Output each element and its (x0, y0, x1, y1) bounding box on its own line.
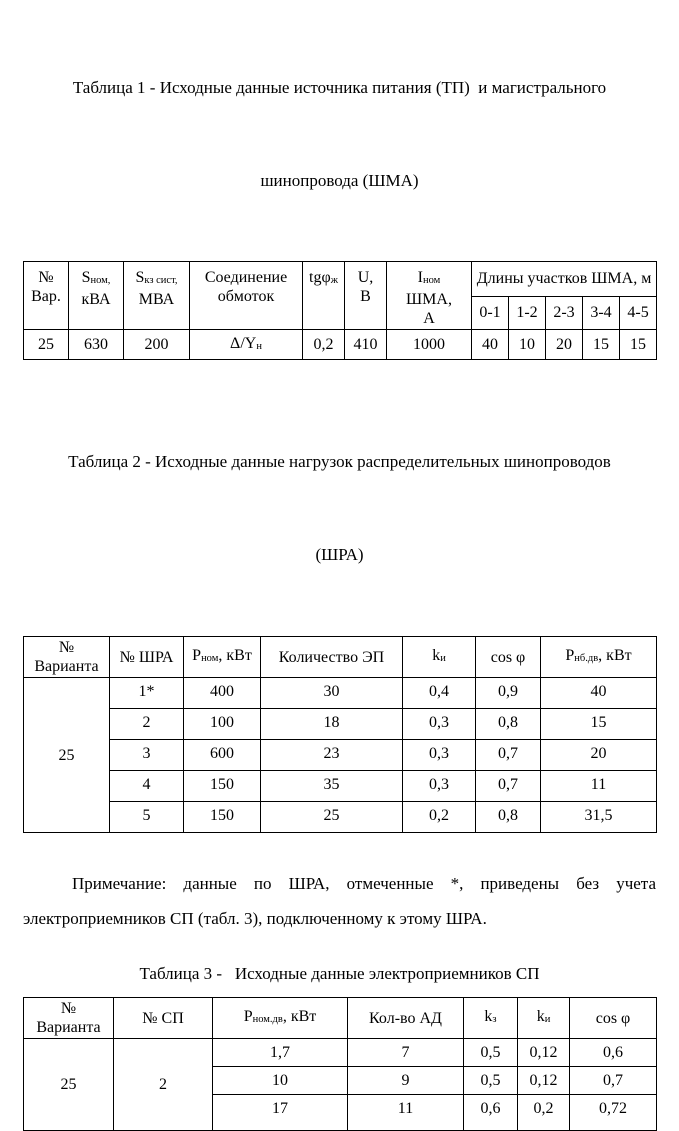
ki3-base: k (536, 1008, 545, 1025)
pnomdv-subscript: ном.дв (252, 1014, 283, 1025)
table2-title-line1: Таблица 2 - Исходные данные нагрузок распределительных шинопроводов (68, 452, 611, 471)
skz-subscript: кз сист, (144, 275, 178, 286)
table2-cell: 5 (110, 802, 184, 833)
table1-header-section-4-5: 4-5 (620, 296, 657, 329)
table2-header-ki (403, 637, 476, 678)
table1-header-voltage-line1: U, (357, 269, 374, 286)
table1-title-line2: шинопровода (ШМА) (260, 171, 419, 190)
table1 (23, 261, 657, 360)
table2-cell: 25 (261, 802, 403, 833)
table2-cell: 150 (184, 802, 261, 833)
winding-base: Δ/Y (230, 334, 257, 352)
table2-title-line2: (ШРА) (315, 545, 364, 564)
inom-base: I (417, 269, 423, 286)
ki-subscript: и (440, 653, 446, 664)
table2-header-qty: Количество ЭП (261, 637, 403, 678)
table1-cell-skz: 200 (124, 330, 190, 360)
table2-cell: 0,3 (403, 771, 476, 802)
table2-cell: 0,9 (476, 678, 541, 709)
kz-subscript: з (492, 1014, 497, 1025)
table2-cell: 150 (184, 771, 261, 802)
tg-subscript: ж (330, 275, 338, 286)
table1-cell-length-4-5: 15 (620, 330, 657, 360)
note-paragraph (23, 866, 656, 936)
table3-header-sp: № СП (114, 998, 213, 1039)
table1-header-variant-line1: № (38, 269, 54, 286)
table3-header-pnomdv (213, 998, 348, 1039)
table1-header-inom-line2: ШМА, (406, 291, 452, 308)
document-page (0, 10, 679, 1131)
table3-header-variant (24, 998, 114, 1039)
table1-cell-winding (190, 330, 303, 360)
table1-header-winding (190, 262, 303, 330)
table2-cell: 600 (184, 740, 261, 771)
table3-cell: 1,7 (213, 1039, 348, 1067)
table2-cell: 400 (184, 678, 261, 709)
table3-cell-variant: 25 (24, 1039, 114, 1131)
table3-header-ki (518, 998, 570, 1039)
table1-header-winding-line2: обмоток (217, 288, 275, 305)
table2-cell-variant: 25 (24, 678, 110, 833)
table3-cell: 7 (348, 1039, 464, 1067)
table2-header-variant (24, 637, 110, 678)
table1-cell-length-0-1: 40 (472, 330, 509, 360)
ki3-subscript: и (544, 1014, 551, 1025)
table3-cell: 0,2 (518, 1095, 570, 1131)
table3-cell: 0,12 (518, 1067, 570, 1095)
table3-header-kz (464, 998, 518, 1039)
table2-cell: 3 (110, 740, 184, 771)
table1-title-line1: Таблица 1 - Исходные данные источника питания (ТП) и магистрального (72, 78, 607, 97)
table1-header-inom-line1 (389, 268, 469, 290)
table1-header-inom (387, 262, 472, 330)
table3-cell: 0,6 (464, 1095, 518, 1131)
table3-cell: 0,12 (518, 1039, 570, 1067)
table2-cell: 100 (184, 709, 261, 740)
table1-header-section-3-4: 3-4 (583, 296, 620, 329)
table3-cell: 0,7 (570, 1067, 657, 1095)
table1-header-inom-line3: А (423, 310, 435, 327)
note-line2: электроприемников СП (табл. 3), подключенному к этому ШРА. (23, 909, 487, 928)
table1-cell-voltage: 410 (345, 330, 387, 360)
table3 (23, 997, 657, 1131)
table3-cell: 0,5 (464, 1067, 518, 1095)
table2-cell: 2 (110, 709, 184, 740)
table1-cell-tg: 0,2 (303, 330, 345, 360)
table3-cell: 0,5 (464, 1039, 518, 1067)
note-line1: Примечание: данные по ШРА, отмеченные *, приведены без учета (72, 874, 656, 893)
table2-cell: 0,2 (403, 802, 476, 833)
table1-header-voltage-line2: В (360, 288, 371, 305)
table2-cell: 0,3 (403, 740, 476, 771)
table1-header-skz-line2: МВА (138, 291, 175, 308)
table3-cell: 10 (213, 1067, 348, 1095)
table3-header-variant-line2: Варианта (36, 1019, 101, 1036)
table1-header-lengths-group: Длины участков ШМА, м (472, 262, 657, 297)
table2-cell: 0,7 (476, 740, 541, 771)
table1-header-variant-line2: Вар. (31, 288, 61, 305)
table2-cell: 1* (110, 678, 184, 709)
inom-subscript: ном (423, 275, 441, 286)
table2-cell: 0,3 (403, 709, 476, 740)
table1-header-section-1-2: 1-2 (509, 296, 546, 329)
winding-subscript: н (256, 340, 262, 352)
pnomdv-base: P (243, 1008, 253, 1025)
table3-header-cos: cos φ (570, 998, 657, 1039)
table2-cell: 40 (541, 678, 657, 709)
table2-header-cos: cos φ (476, 637, 541, 678)
table1-header-snom (69, 262, 124, 330)
snom-base: S (81, 269, 91, 286)
table2-cell: 18 (261, 709, 403, 740)
skz-base: S (135, 269, 145, 286)
table1-header-section-0-1: 0-1 (472, 296, 509, 329)
table2-cell: 31,5 (541, 802, 657, 833)
table1-cell-length-1-2: 10 (509, 330, 546, 360)
table1-header-section-2-3: 2-3 (546, 296, 583, 329)
pnb-unit: , кВт (598, 647, 632, 664)
table3-header-variant-line1: № (60, 1000, 77, 1017)
table2-cell: 23 (261, 740, 403, 771)
table1-cell-inom: 1000 (387, 330, 472, 360)
pnom-base: P (192, 647, 202, 664)
pnom-subscript: ном (201, 653, 219, 664)
table2-cell: 0,8 (476, 709, 541, 740)
table1-header-skz-line1 (126, 268, 187, 290)
table1-header-voltage (345, 262, 387, 330)
table1-cell-snom: 630 (69, 330, 124, 360)
ki-base: k (432, 647, 441, 664)
table2-cell: 30 (261, 678, 403, 709)
table3-cell: 0,6 (570, 1039, 657, 1067)
pnomdv-unit: , кВт (282, 1008, 317, 1025)
table2-title (23, 384, 656, 632)
pnb-base: P (565, 647, 575, 664)
table2 (23, 636, 657, 833)
table2-cell: 0,8 (476, 802, 541, 833)
table1-cell-variant: 25 (24, 330, 69, 360)
table2-header-pnb (541, 637, 657, 678)
pnb-subscript: нб.дв (574, 653, 599, 664)
table2-cell: 0,4 (403, 678, 476, 709)
table2-cell: 11 (541, 771, 657, 802)
table2-header-shra: № ШРА (110, 637, 184, 678)
table1-header-snom-line2: кВА (81, 291, 111, 308)
table3-cell: 9 (348, 1067, 464, 1095)
table1-cell-length-2-3: 20 (546, 330, 583, 360)
table1-cell-length-3-4: 15 (583, 330, 620, 360)
table2-header-pnom (184, 637, 261, 678)
table3-cell-sp: 2 (114, 1039, 213, 1131)
table2-header-variant-line2: Варианта (34, 658, 99, 675)
table3-cell: 17 (213, 1095, 348, 1131)
pnom-unit: , кВт (218, 647, 252, 664)
table3-header-qty: Кол-во АД (348, 998, 464, 1039)
table2-cell: 15 (541, 709, 657, 740)
table2-cell: 20 (541, 740, 657, 771)
snom-subscript: ном, (90, 275, 111, 286)
tg-base: tgφ (309, 269, 331, 286)
table3-cell: 11 (348, 1095, 464, 1131)
table1-header-variant (24, 262, 69, 330)
table1-header-snom-line1 (71, 268, 121, 290)
table2-cell: 35 (261, 771, 403, 802)
table2-cell: 4 (110, 771, 184, 802)
table3-title: Таблица 3 - Исходные данные электроприемников СП (139, 964, 540, 983)
table1-header-skz (124, 262, 190, 330)
table1-title (23, 10, 656, 258)
table3-cell: 0,72 (570, 1095, 657, 1131)
table2-header-variant-line1: № (58, 639, 75, 656)
table1-header-winding-line1: Соединение (204, 269, 288, 286)
table2-cell: 0,7 (476, 771, 541, 802)
kz-base: k (484, 1008, 493, 1025)
table1-header-tg (303, 262, 345, 330)
